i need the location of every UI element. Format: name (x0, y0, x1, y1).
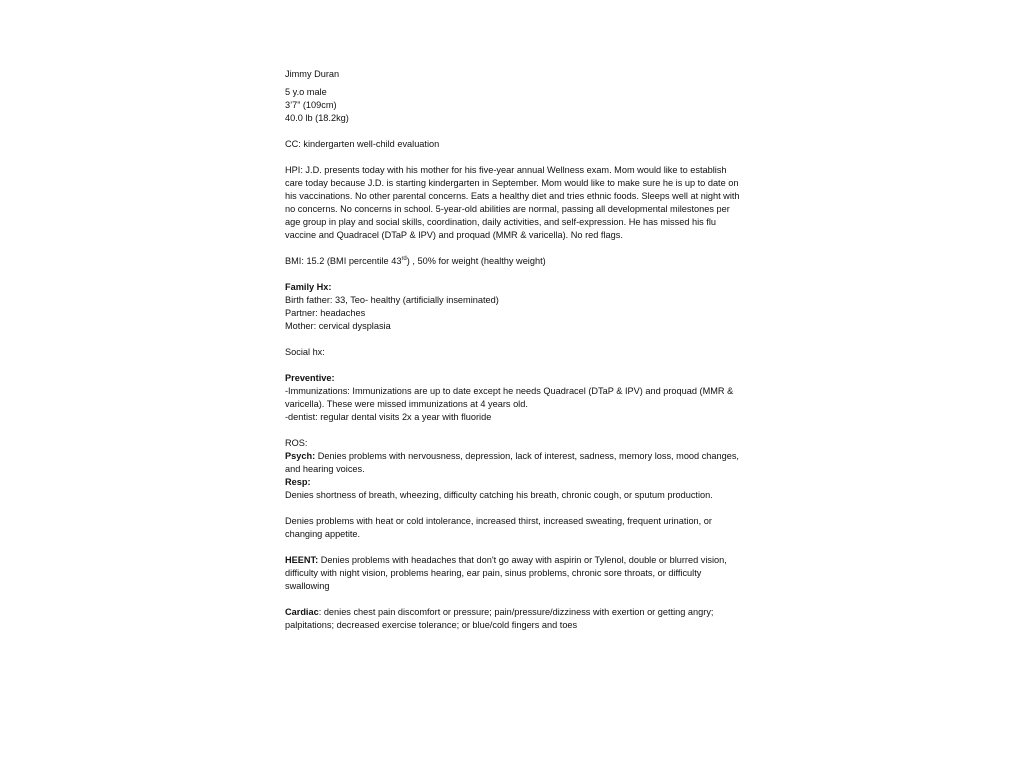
family-hx-heading: Family Hx: (285, 282, 332, 292)
ros-cardiac-text: : denies chest pain discomfort or pressure; pain/pressure/dizziness with exertion or getting angry; palpitations; decreased exercise tolerance; or blue/cold fingers and toes (285, 607, 714, 630)
clinical-note (285, 68, 740, 632)
preventive-immunizations: -Immunizations: Immunizations are up to date except he needs Quadracel (DTaP & IPV) and proquad (MMR & varicella). These were missed immunizations at 4 years old. (285, 386, 734, 409)
bmi-text-rest: ) , 50% for weight (healthy weight) (406, 256, 546, 266)
ros-psych-label: Psych: (285, 451, 316, 461)
bmi-ordinal: rd (401, 255, 407, 262)
ros-heading: ROS: (285, 438, 308, 448)
ros-cardiac-label: Cardiac (285, 607, 319, 617)
family-hx-section (285, 281, 740, 294)
preventive-dentist: -dentist: regular dental visits 2x a year with fluoride (285, 412, 492, 422)
patient-height: 3’7” (109cm) (285, 100, 337, 110)
ros-psych-text: Denies problems with nervousness, depression, lack of interest, sadness, memory loss, mood changes, and hearing voices. (285, 451, 739, 474)
ros-heent (285, 554, 740, 593)
patient-weight: 40.0 lb (18.2kg) (285, 113, 349, 123)
bmi-line (285, 255, 740, 268)
preventive-heading: Preventive: (285, 373, 335, 383)
ros-heent-label: HEENT: (285, 555, 319, 565)
social-hx-heading: Social hx: (285, 347, 325, 357)
family-hx-line: Partner: headaches (285, 308, 366, 318)
ros-heent-text: Denies problems with headaches that don't go away with aspirin or Tylenol, double or blurred vision, difficulty with night vision, problems hearing, ear pain, sinus problems, chronic sore throats, or difficulty swallowing (285, 555, 727, 591)
family-hx-line: Birth father: 33, Teo- healthy (artificially inseminated) (285, 295, 499, 305)
family-hx-line: Mother: cervical dysplasia (285, 321, 391, 331)
patient-age-sex: 5 y.o male (285, 87, 327, 97)
preventive-section (285, 372, 740, 385)
ros-psych (285, 450, 740, 476)
ros-resp-text: Denies shortness of breath, wheezing, difficulty catching his breath, chronic cough, or sputum production. (285, 490, 713, 500)
chief-complaint: CC: kindergarten well-child evaluation (285, 139, 440, 149)
patient-name: Jimmy Duran (285, 69, 340, 79)
hpi-paragraph: HPI: J.D. presents today with his mother for his five-year annual Wellness exam. Mom would like to establish care today because J.D. is starting kindergarten in September. Mom would like to make sure he is up to date on his vaccinations. No other parental concerns. Eats a healthy diet and tries ethnic foods. Sleeps well at night with no concerns. No concerns in school. 5-year-old abilities are normal, passing all developmental milestones per age group in play and social skills, coordination, daily activities, and self-expression. He has missed his flu vaccine and Quadracel (DTaP & IPV) and proquad (MMR & varicella). No red flags. (285, 165, 740, 240)
ros-endocrine-text: Denies problems with heat or cold intolerance, increased thirst, increased sweating, frequent urination, or changing appetite. (285, 516, 712, 539)
ros-resp-label: Resp: (285, 477, 311, 487)
ros-cardiac (285, 606, 740, 632)
ros-resp-section (285, 476, 740, 489)
bmi-text: BMI: 15.2 (BMI percentile 43 (285, 256, 402, 266)
